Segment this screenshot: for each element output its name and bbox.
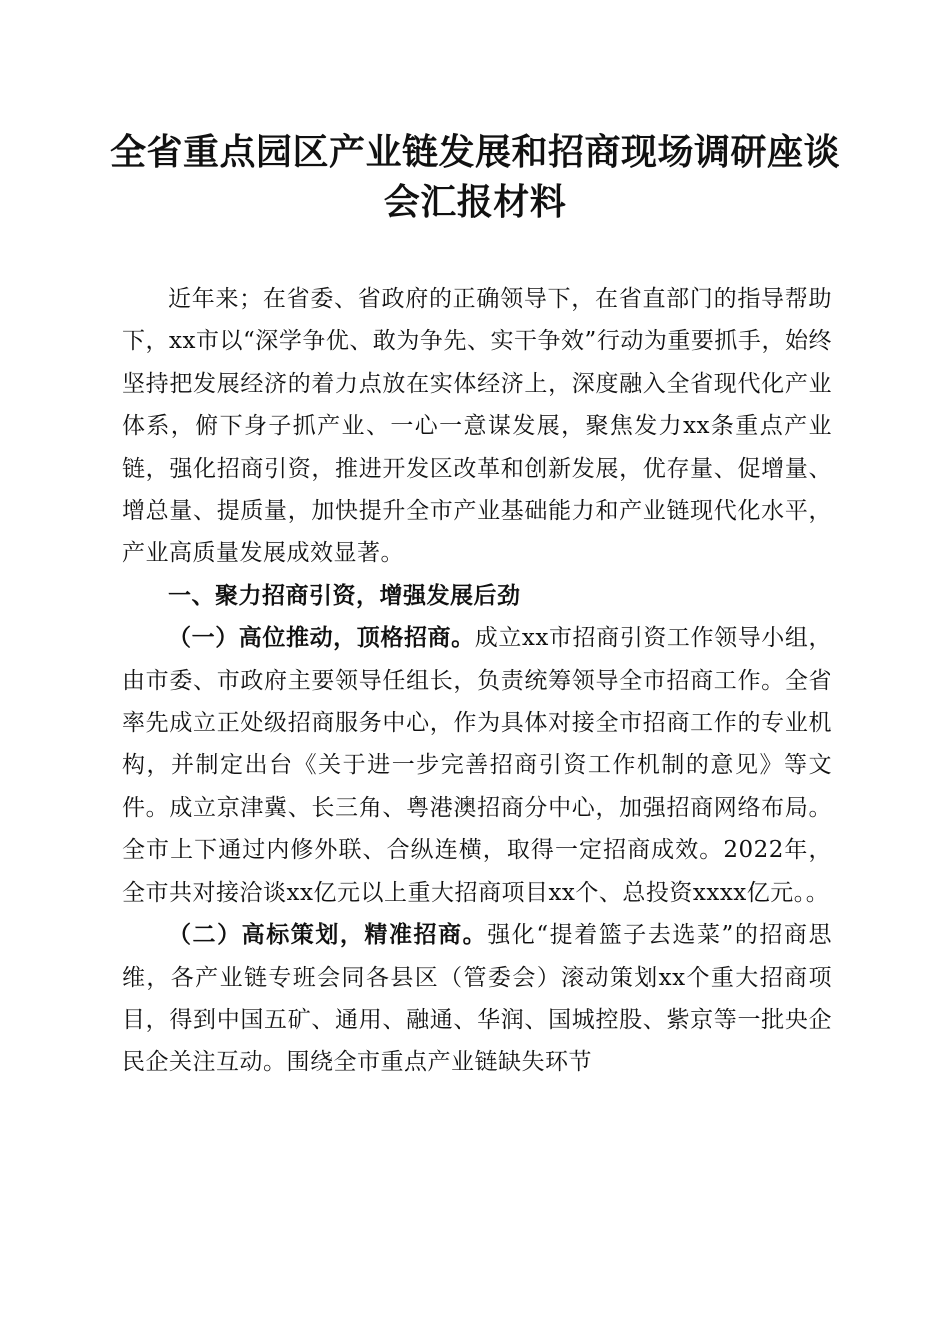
item-1-paragraph (122, 617, 832, 914)
item-2-paragraph (122, 914, 832, 1084)
intro-paragraph: 近年来；在省委、省政府的正确领导下，在省直部门的指导帮助下，xx市以“深学争优、敢为争先、实干争效”行动为重要抓手，始终坚持把发展经济的着力点放在实体经济上，深度融入全省现代化产业体系，俯下身子抓产业、一心一意谋发展，聚焦发力xx条重点产业链，强化招商引资，推进开发区改革和创新发展，优存量、促增量、增总量、提质量，加快提升全市产业基础能力和产业链现代化水平，产业高质量发展成效显著。 (122, 286, 832, 567)
document-body (122, 278, 832, 1084)
item-1-heading: （一）高位推动，顶格招商。 (168, 624, 475, 652)
item-1-text: 成立xx市招商引资工作领导小组，由市委、市政府主要领导任组长，负责统筹领导全市招商工作。全省率先成立正处级招商服务中心，作为具体对接全市招商工作的专业机构，并制定出台《关于进一步完善招商引资工作机制的意见》等文件。成立京津冀、长三角、粤港澳招商分中心，加强招商网络布局。全市上下通过内修外联、合纵连横，取得一定招商成效。2022年，全市共对接洽谈xx亿元以上重大招商项目xx个、总投资xxxx亿元。。 (122, 625, 832, 906)
item-2-text: 强化“提着篮子去选菜”的招商思维，各产业链专班会同各县区（管委会）滚动策划xx个重大招商项目，得到中国五矿、通用、融通、华润、国城控股、紫京等一批央企民企关注互动。围绕全市重点产业链缺失环节 (122, 922, 832, 1076)
title-line-1: 全省重点园区产业链发展和招商现场调研座谈 (110, 132, 841, 173)
title-line-2: 会汇报材料 (383, 182, 567, 223)
item-2-heading: （二）高标策划，精准招商。 (168, 921, 488, 949)
document-title (110, 128, 840, 228)
section-1-heading: 一、聚力招商引资，增强发展后劲 (168, 582, 521, 609)
